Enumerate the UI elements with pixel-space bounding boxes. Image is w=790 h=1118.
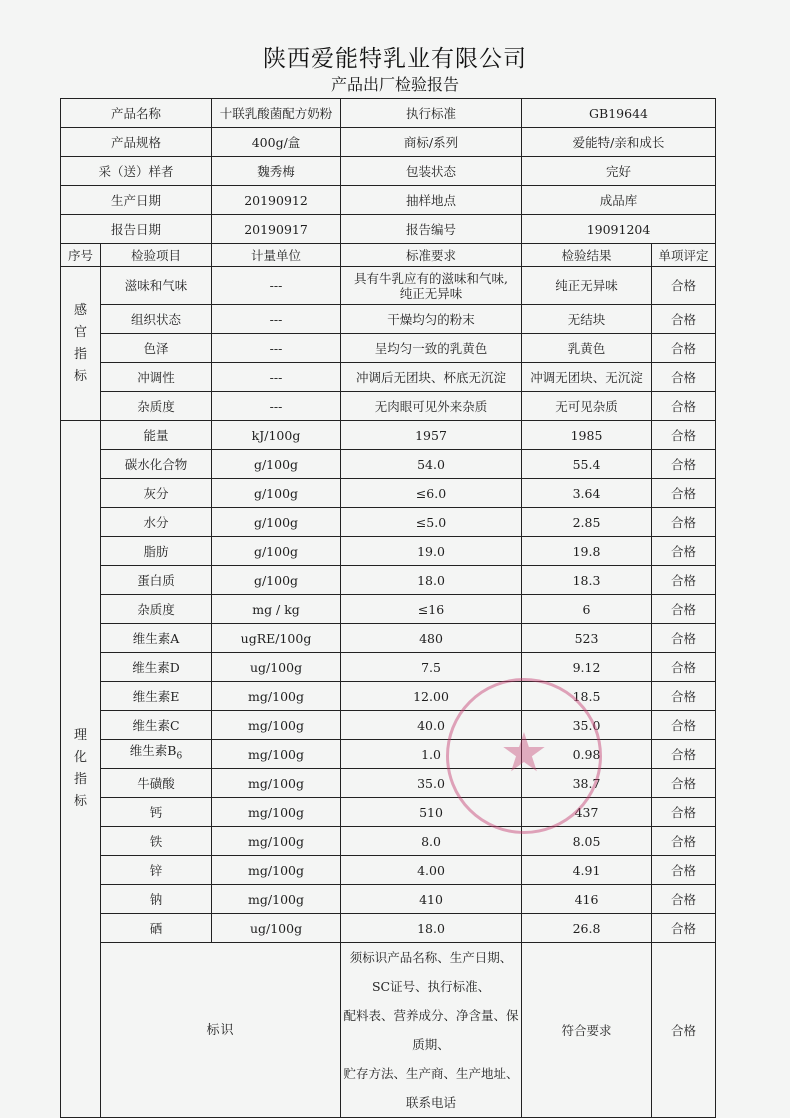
item-cell: 牛磺酸 bbox=[101, 769, 212, 798]
unit-cell: g/100g bbox=[212, 450, 341, 479]
product-name-label: 产品名称 bbox=[61, 99, 212, 128]
table-row bbox=[61, 392, 716, 421]
info-row bbox=[61, 186, 716, 215]
requirement-cell: 12.00 bbox=[341, 682, 522, 711]
verdict-cell: 合格 bbox=[652, 479, 716, 508]
result-cell: 纯正无异味 bbox=[522, 267, 652, 305]
item-cell: 硒 bbox=[101, 914, 212, 943]
result-cell: 6 bbox=[522, 595, 652, 624]
col-seq: 序号 bbox=[61, 244, 101, 267]
labeling-item: 标识 bbox=[101, 943, 341, 1118]
info-row bbox=[61, 99, 716, 128]
verdict-cell: 合格 bbox=[652, 334, 716, 363]
unit-cell: ug/100g bbox=[212, 914, 341, 943]
result-cell: 乳黄色 bbox=[522, 334, 652, 363]
inspection-table bbox=[60, 98, 716, 1118]
item-cell: 维生素C bbox=[101, 711, 212, 740]
item-cell: 滋味和气味 bbox=[101, 267, 212, 305]
sampler-value: 魏秀梅 bbox=[212, 157, 341, 186]
unit-cell: --- bbox=[212, 392, 341, 421]
table-row bbox=[61, 682, 716, 711]
unit-cell: --- bbox=[212, 334, 341, 363]
physchem-section-label: 理 化 指 标 bbox=[61, 421, 101, 1118]
requirement-cell: 7.5 bbox=[341, 653, 522, 682]
unit-cell: g/100g bbox=[212, 537, 341, 566]
item-cell: 组织状态 bbox=[101, 305, 212, 334]
unit-cell: mg / kg bbox=[212, 595, 341, 624]
table-row bbox=[61, 595, 716, 624]
col-unit: 计量单位 bbox=[212, 244, 341, 267]
result-cell: 416 bbox=[522, 885, 652, 914]
col-result: 检验结果 bbox=[522, 244, 652, 267]
package-label: 包装状态 bbox=[341, 157, 522, 186]
table-row bbox=[61, 508, 716, 537]
result-cell: 1985 bbox=[522, 421, 652, 450]
report-no-value: 19091204 bbox=[522, 215, 716, 244]
sample-place-value: 成品库 bbox=[522, 186, 716, 215]
verdict-cell: 合格 bbox=[652, 267, 716, 305]
labeling-verdict: 合格 bbox=[652, 943, 716, 1118]
requirement-cell: 40.0 bbox=[341, 711, 522, 740]
table-row bbox=[61, 827, 716, 856]
table-row bbox=[61, 885, 716, 914]
verdict-cell: 合格 bbox=[652, 421, 716, 450]
col-item: 检验项目 bbox=[101, 244, 212, 267]
unit-cell: ug/100g bbox=[212, 653, 341, 682]
report-no-label: 报告编号 bbox=[341, 215, 522, 244]
unit-cell: mg/100g bbox=[212, 711, 341, 740]
table-row bbox=[61, 421, 716, 450]
result-cell: 18.5 bbox=[522, 682, 652, 711]
result-cell: 437 bbox=[522, 798, 652, 827]
item-cell: 铁 bbox=[101, 827, 212, 856]
result-cell: 18.3 bbox=[522, 566, 652, 595]
spec-label: 产品规格 bbox=[61, 128, 212, 157]
table-row bbox=[61, 740, 716, 769]
labeling-result: 符合要求 bbox=[522, 943, 652, 1118]
col-verdict: 单项评定 bbox=[652, 244, 716, 267]
report-date-value: 20190917 bbox=[212, 215, 341, 244]
package-value: 完好 bbox=[522, 157, 716, 186]
item-cell: 色泽 bbox=[101, 334, 212, 363]
item-cell: 维生素E bbox=[101, 682, 212, 711]
result-cell: 9.12 bbox=[522, 653, 652, 682]
sample-place-label: 抽样地点 bbox=[341, 186, 522, 215]
table-row bbox=[61, 711, 716, 740]
col-requirement: 标准要求 bbox=[341, 244, 522, 267]
verdict-cell: 合格 bbox=[652, 856, 716, 885]
unit-cell: g/100g bbox=[212, 566, 341, 595]
unit-cell: g/100g bbox=[212, 508, 341, 537]
verdict-cell: 合格 bbox=[652, 827, 716, 856]
product-name-value: 十联乳酸菌配方奶粉 bbox=[212, 99, 341, 128]
item-cell: 杂质度 bbox=[101, 595, 212, 624]
requirement-cell: 510 bbox=[341, 798, 522, 827]
info-row bbox=[61, 128, 716, 157]
verdict-cell: 合格 bbox=[652, 885, 716, 914]
item-cell: 蛋白质 bbox=[101, 566, 212, 595]
result-cell: 38.7 bbox=[522, 769, 652, 798]
verdict-cell: 合格 bbox=[652, 740, 716, 769]
table-row bbox=[61, 450, 716, 479]
unit-cell: ugRE/100g bbox=[212, 624, 341, 653]
requirement-cell: 54.0 bbox=[341, 450, 522, 479]
requirement-cell: 19.0 bbox=[341, 537, 522, 566]
sensory-section-label: 感 官 指 标 bbox=[61, 267, 101, 421]
sampler-label: 采（送）样者 bbox=[61, 157, 212, 186]
requirement-cell: 干燥均匀的粉末 bbox=[341, 305, 522, 334]
requirement-cell: ≤5.0 bbox=[341, 508, 522, 537]
requirement-cell: 1.0 bbox=[341, 740, 522, 769]
standard-label: 执行标准 bbox=[341, 99, 522, 128]
verdict-cell: 合格 bbox=[652, 508, 716, 537]
table-row bbox=[61, 856, 716, 885]
prod-date-label: 生产日期 bbox=[61, 186, 212, 215]
spec-value: 400g/盒 bbox=[212, 128, 341, 157]
brand-value: 爱能特/亲和成长 bbox=[522, 128, 716, 157]
verdict-cell: 合格 bbox=[652, 363, 716, 392]
result-cell: 无结块 bbox=[522, 305, 652, 334]
unit-cell: --- bbox=[212, 305, 341, 334]
table-row bbox=[61, 479, 716, 508]
column-header-row bbox=[61, 244, 716, 267]
result-cell: 19.8 bbox=[522, 537, 652, 566]
item-cell: 灰分 bbox=[101, 479, 212, 508]
requirement-cell: ≤6.0 bbox=[341, 479, 522, 508]
item-cell: 冲调性 bbox=[101, 363, 212, 392]
verdict-cell: 合格 bbox=[652, 711, 716, 740]
result-cell: 523 bbox=[522, 624, 652, 653]
verdict-cell: 合格 bbox=[652, 769, 716, 798]
requirement-cell: 呈均匀一致的乳黄色 bbox=[341, 334, 522, 363]
result-cell: 无可见杂质 bbox=[522, 392, 652, 421]
result-cell: 0.98 bbox=[522, 740, 652, 769]
labeling-row bbox=[61, 943, 716, 1118]
verdict-cell: 合格 bbox=[652, 914, 716, 943]
table-row bbox=[61, 769, 716, 798]
unit-cell: mg/100g bbox=[212, 769, 341, 798]
company-title: 陕西爱能特乳业有限公司 bbox=[263, 46, 527, 72]
table-row bbox=[61, 267, 716, 305]
table-row bbox=[61, 914, 716, 943]
unit-cell: kJ/100g bbox=[212, 421, 341, 450]
item-cell-vitamin-b6: 维生素$B_6$ bbox=[101, 740, 212, 769]
table-row bbox=[61, 624, 716, 653]
unit-cell: --- bbox=[212, 363, 341, 392]
requirement-cell: 18.0 bbox=[341, 914, 522, 943]
table-row bbox=[61, 537, 716, 566]
prod-date-value: 20190912 bbox=[212, 186, 341, 215]
unit-cell: --- bbox=[212, 267, 341, 305]
result-cell: 35.0 bbox=[522, 711, 652, 740]
requirement-cell: 410 bbox=[341, 885, 522, 914]
info-row bbox=[61, 157, 716, 186]
unit-cell: mg/100g bbox=[212, 885, 341, 914]
verdict-cell: 合格 bbox=[652, 595, 716, 624]
requirement-cell: ≤16 bbox=[341, 595, 522, 624]
requirement-cell: 480 bbox=[341, 624, 522, 653]
requirement-cell: 具有牛乳应有的滋味和气味, 纯正无异味 bbox=[341, 267, 522, 305]
table-row bbox=[61, 566, 716, 595]
table-row bbox=[61, 305, 716, 334]
requirement-cell: 4.00 bbox=[341, 856, 522, 885]
item-cell: 锌 bbox=[101, 856, 212, 885]
result-cell: 55.4 bbox=[522, 450, 652, 479]
requirement-cell: 1957 bbox=[341, 421, 522, 450]
star-icon: ★ bbox=[499, 721, 549, 784]
item-cell: 碳水化合物 bbox=[101, 450, 212, 479]
requirement-cell: 35.0 bbox=[341, 769, 522, 798]
result-cell: 3.64 bbox=[522, 479, 652, 508]
table-row bbox=[61, 653, 716, 682]
verdict-cell: 合格 bbox=[652, 392, 716, 421]
requirement-cell: 18.0 bbox=[341, 566, 522, 595]
standard-value: GB19644 bbox=[522, 99, 716, 128]
item-cell: 杂质度 bbox=[101, 392, 212, 421]
unit-cell: mg/100g bbox=[212, 740, 341, 769]
table-row bbox=[61, 798, 716, 827]
result-cell: 4.91 bbox=[522, 856, 652, 885]
labeling-requirement: 须标识产品名称、生产日期、SC证号、执行标准、 配料表、营养成分、净含量、保质期、 贮存方法、生产商、生产地址、联系电话 bbox=[341, 943, 522, 1118]
unit-cell: mg/100g bbox=[212, 827, 341, 856]
report-date-label: 报告日期 bbox=[61, 215, 212, 244]
result-cell: 2.85 bbox=[522, 508, 652, 537]
unit-cell: mg/100g bbox=[212, 682, 341, 711]
requirement-cell: 冲调后无团块、杯底无沉淀 bbox=[341, 363, 522, 392]
unit-cell: g/100g bbox=[212, 479, 341, 508]
item-cell: 水分 bbox=[101, 508, 212, 537]
unit-cell: mg/100g bbox=[212, 856, 341, 885]
item-cell: 能量 bbox=[101, 421, 212, 450]
requirement-cell: 无肉眼可见外来杂质 bbox=[341, 392, 522, 421]
verdict-cell: 合格 bbox=[652, 450, 716, 479]
info-row bbox=[61, 215, 716, 244]
item-cell: 钙 bbox=[101, 798, 212, 827]
report-title: 产品出厂检验报告 bbox=[330, 75, 459, 94]
unit-cell: mg/100g bbox=[212, 798, 341, 827]
verdict-cell: 合格 bbox=[652, 682, 716, 711]
table-row bbox=[61, 334, 716, 363]
verdict-cell: 合格 bbox=[652, 537, 716, 566]
verdict-cell: 合格 bbox=[652, 624, 716, 653]
item-cell: 钠 bbox=[101, 885, 212, 914]
brand-label: 商标/系列 bbox=[341, 128, 522, 157]
item-cell: 脂肪 bbox=[101, 537, 212, 566]
item-cell: 维生素D bbox=[101, 653, 212, 682]
result-cell: 26.8 bbox=[522, 914, 652, 943]
verdict-cell: 合格 bbox=[652, 798, 716, 827]
verdict-cell: 合格 bbox=[652, 566, 716, 595]
verdict-cell: 合格 bbox=[652, 653, 716, 682]
requirement-cell: 8.0 bbox=[341, 827, 522, 856]
table-row bbox=[61, 363, 716, 392]
item-cell: 维生素A bbox=[101, 624, 212, 653]
verdict-cell: 合格 bbox=[652, 305, 716, 334]
result-cell: 8.05 bbox=[522, 827, 652, 856]
result-cell: 冲调无团块、无沉淀 bbox=[522, 363, 652, 392]
